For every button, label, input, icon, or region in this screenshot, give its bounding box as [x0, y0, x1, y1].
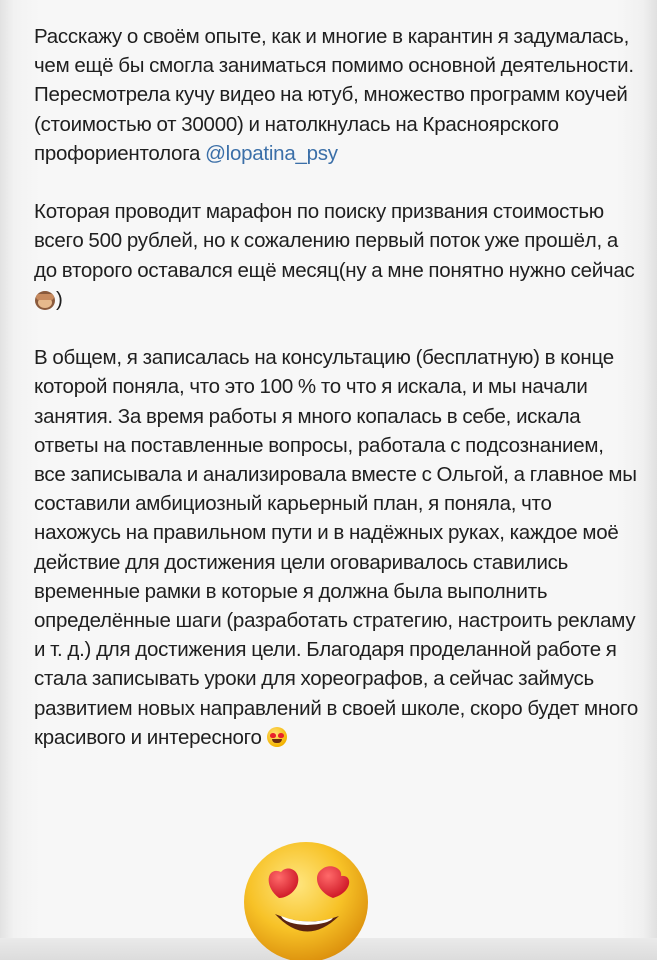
paragraph-2: [34, 197, 640, 314]
paragraph-3: [34, 343, 640, 752]
paragraph-3-text: В общем, я записалась на консультацию (бесплатную) в конце которой поняла, что это 100 % то что я искала, и мы начали занятия. За время работы я много копалась в себе, искала ответы на поставленные вопросы, работала с подсознанием, все записывала и анализировала вместе с Ольгой, а главное мы составили амбициозный карьерный план, я поняла, что нахожусь на правильном пути и в надёжных руках, каждое моё действие для достижения цели оговаривалось ставились временные рамки в которые я должна была выполнить определённые шаги (разработать стратегию, настроить рекламу и т. д.) для достижения цели. Благодаря проделанной работе я стала записывать уроки для хореографов, а сейчас займусь развитием новых направлений в своей школе, скоро будет много красивого и интересного: [34, 346, 638, 749]
paragraph-2-close: ): [56, 287, 63, 311]
paragraph-1: [34, 22, 640, 168]
monkey-covering-eyes-icon: [34, 290, 56, 310]
heart-eyes-icon: [267, 727, 287, 747]
heart-eyes-sticker-icon: [241, 836, 371, 960]
post-body: [34, 22, 640, 781]
paragraph-1-text: Расскажу о своём опыте, как и многие в карантин я задумалась, чем ещё бы смогла заниматься помимо основной деятельности. Пересмотрела кучу видео на ютуб, множество программ коучей (стоимостью от 30000) и натолкнулась на Красноярского профориентолога: [34, 25, 634, 165]
paragraph-2-text: Которая проводит марафон по поиску призвания стоимостью всего 500 рублей, но к сожалению первый поток уже прошёл, а до второго оставался ещё месяц(ну а мне понятно нужно сейчас: [34, 200, 635, 282]
mention-link[interactable]: @lopatina_psy: [205, 141, 338, 165]
